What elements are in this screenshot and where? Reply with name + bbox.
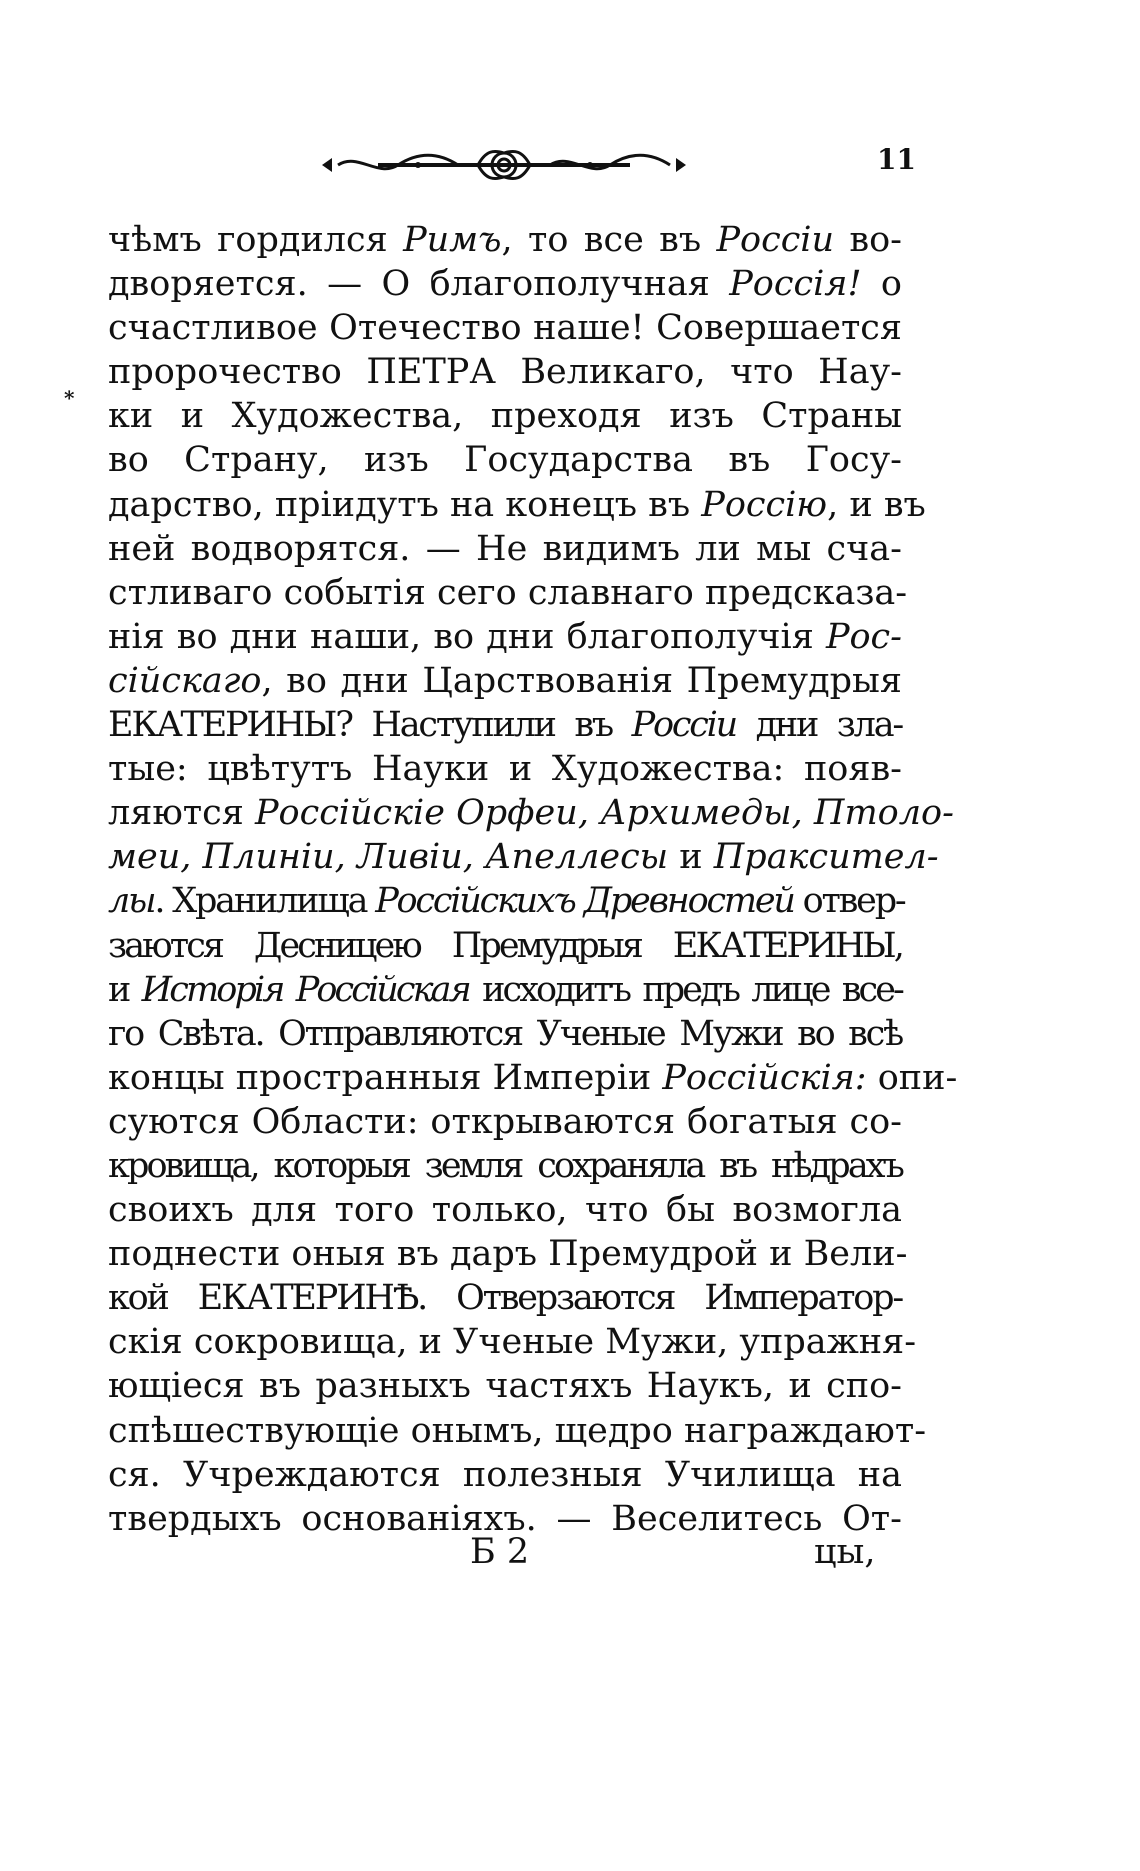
text-line [108, 791, 954, 835]
text-run: заются Десницею Премудрыя ЕКАТЕРИНЫ, [108, 925, 902, 966]
text-line [108, 924, 902, 968]
text-line [108, 1364, 902, 1408]
text-line [108, 1100, 902, 1144]
text-run: ЕКАТЕРИНЫ? Наступили въ [108, 705, 632, 746]
italic-text: Римъ [403, 220, 502, 260]
text-run: и [108, 969, 142, 1010]
text-line [108, 1056, 958, 1100]
text-line [108, 571, 908, 615]
text-run: ющіеся въ разныхъ частяхъ Наукъ, и спо- [108, 1366, 902, 1407]
text-run: . Хранилища [154, 881, 376, 922]
text-line [108, 615, 902, 659]
text-line [108, 527, 902, 571]
body-text [108, 218, 958, 1541]
printer-signature: Б 2 [470, 1532, 530, 1572]
text-run: , во дни Царствованія Премудрыя [261, 660, 902, 701]
italic-text: Россійскія: [662, 1057, 867, 1098]
text-line [108, 1232, 908, 1276]
text-run: ки и Художества, преходя изъ Страны [108, 396, 902, 437]
text-run: концы пространныя Имперіи [108, 1057, 663, 1098]
text-run: ней водворятся. — Не видимъ ли мы сча- [108, 528, 902, 569]
text-run: суются Области: открываются богатыя со- [108, 1101, 902, 1142]
text-line [108, 659, 902, 703]
text-run: и [668, 837, 714, 878]
text-run: кой ЕКАТЕРИНѢ. Отверзаются Император- [108, 1278, 902, 1319]
text-run: дарство, пріидутъ на конецъ въ [108, 484, 702, 525]
catchword: цы, [814, 1532, 876, 1572]
text-line [108, 1144, 902, 1188]
text-line [108, 879, 905, 923]
text-line [108, 968, 902, 1012]
text-run: скія сокровища, и Ученые Мужи, упражня- [108, 1322, 917, 1363]
text-run: во- [834, 220, 902, 260]
text-run: , то все въ [501, 220, 717, 260]
italic-text: Россійскіе Орфеи, Архимеды, Птоло- [254, 793, 954, 834]
italic-text: меи, Плиніи, Ливіи, Апеллесы [108, 837, 669, 878]
text-run: во Страну, изъ Государства въ Госу- [108, 440, 902, 481]
text-run: твердыхъ основаніяхъ. — Веселитесь От- [108, 1498, 902, 1539]
text-line [108, 1276, 902, 1320]
italic-text: Праксител- [713, 837, 939, 878]
italic-text: Россія! [729, 264, 862, 305]
text-run: поднести оныя въ даръ Премудрой и Вели- [108, 1234, 908, 1275]
page-number: 11 [877, 143, 916, 176]
text-run: счастливое Отечество наше! Совершается [108, 308, 902, 349]
text-line [108, 438, 902, 482]
text-run: опи- [866, 1057, 958, 1098]
text-line [108, 218, 902, 262]
text-run: чѣмъ гордился [108, 220, 404, 260]
header-ornament [318, 144, 690, 186]
text-line [108, 394, 902, 438]
text-run: дворяется. — О благополучная [108, 264, 730, 305]
text-line [108, 1320, 917, 1364]
text-run: своихъ для того только, что бы возмогла [108, 1190, 902, 1231]
text-run: стливаго событія сего славнаго предсказа- [108, 572, 908, 613]
text-run: тые: цвѣтутъ Науки и Художества: появ- [108, 749, 902, 790]
italic-text: Россійскихъ Древностей [375, 881, 794, 922]
text-run: нія во дни наши, во дни благополучія [108, 616, 826, 657]
italic-text: Рос- [825, 616, 902, 657]
text-run: кровища, которыя земля сохраняла въ нѣдрахъ [108, 1145, 902, 1186]
italic-text: лы [108, 881, 155, 922]
text-run: отвер- [793, 881, 905, 922]
text-line [108, 703, 902, 747]
italic-text: Россіи [716, 220, 835, 260]
text-run: дни зла- [735, 705, 902, 746]
text-line [108, 262, 902, 306]
text-line [108, 835, 939, 879]
text-run: ляются [108, 793, 255, 834]
text-line [108, 1453, 902, 1497]
text-run: ся. Учреждаются полезныя Училища на [108, 1454, 902, 1495]
text-run: го Свѣта. Отправляются Ученые Мужи во всѣ [108, 1013, 902, 1054]
text-line [108, 1012, 902, 1056]
text-line [108, 306, 902, 350]
text-line [108, 1188, 902, 1232]
italic-text: сійскаго [108, 660, 262, 701]
text-line [108, 1409, 927, 1453]
text-run: спѣшествующіе онымъ, щедро награждают- [108, 1410, 927, 1451]
text-run: исходитъ предъ лице все- [468, 969, 902, 1010]
text-run: пророчество ПЕТРА Великаго, что Нау- [108, 352, 902, 393]
text-line [108, 350, 902, 394]
italic-text: Россіи [631, 705, 736, 746]
margin-mark: * [64, 386, 75, 410]
text-line [108, 483, 926, 527]
text-line [108, 747, 902, 791]
italic-text: Россію [701, 484, 828, 525]
italic-text: Исторія Россійская [141, 969, 469, 1010]
text-run: о [861, 264, 902, 305]
text-run: , и въ [827, 484, 926, 525]
